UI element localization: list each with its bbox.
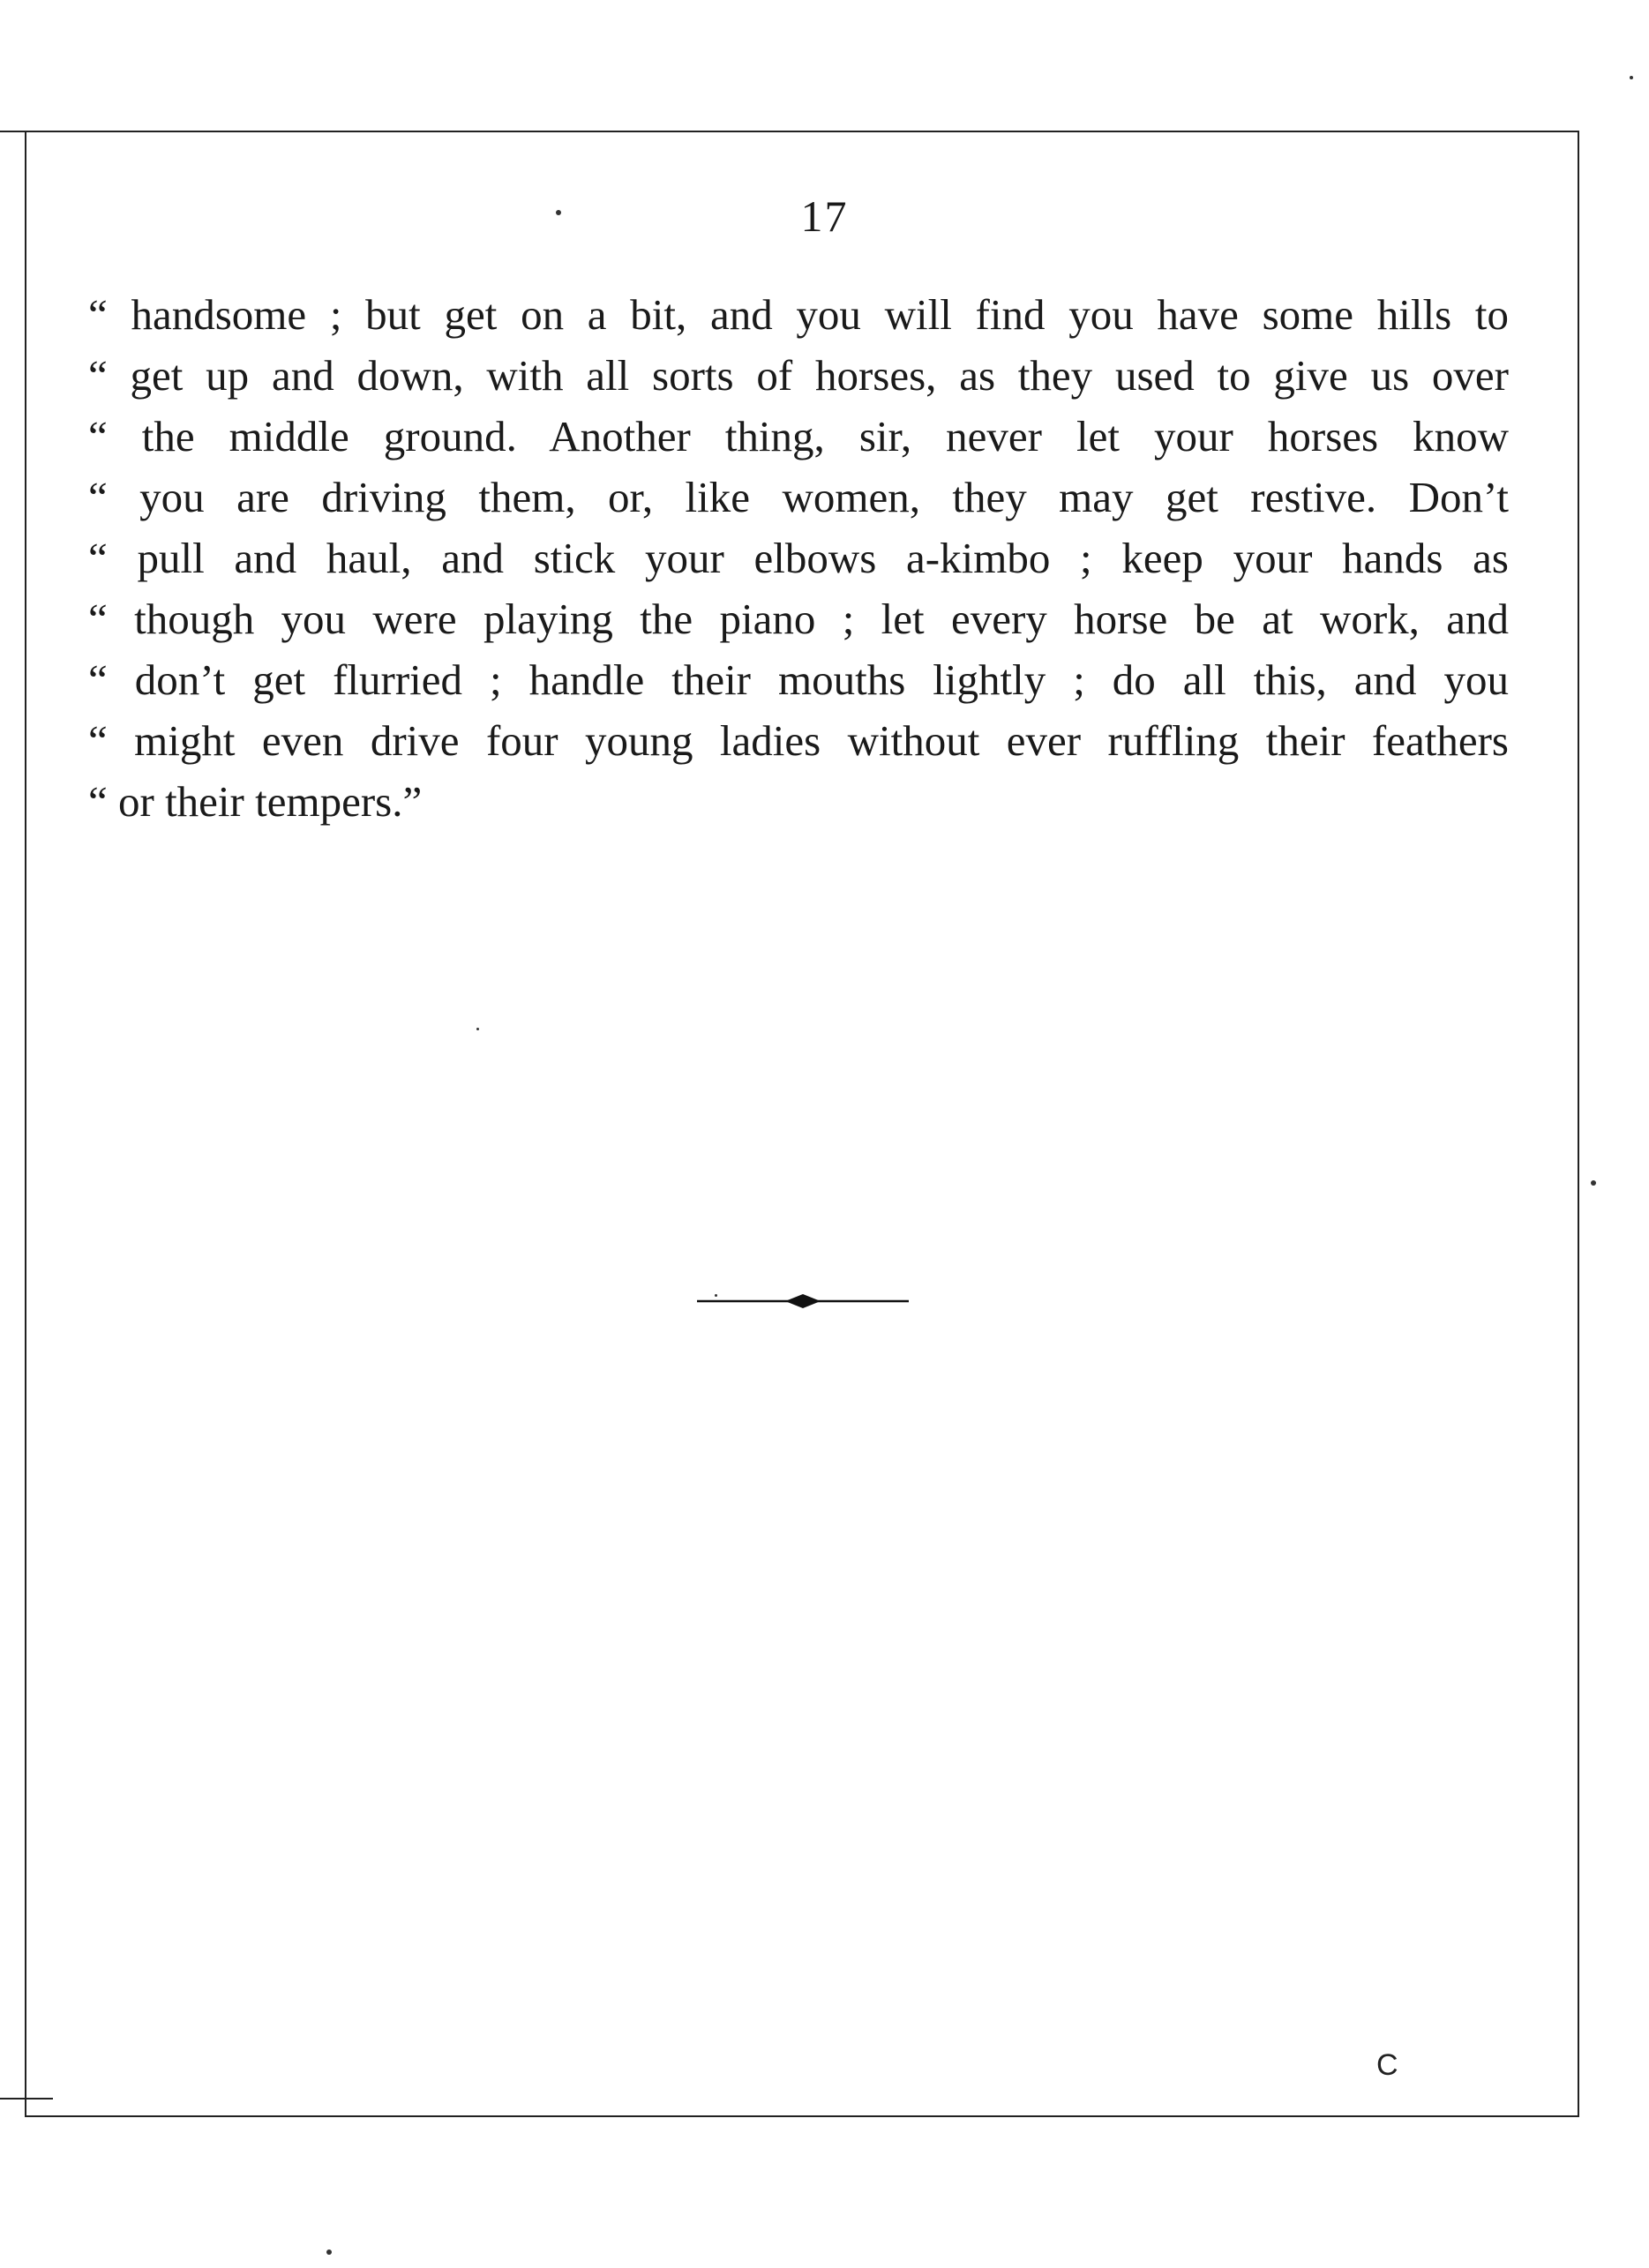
text-line: “ might even drive four young ladies without ever ruffling their feathers <box>88 716 1509 765</box>
text-line: “ though you were playing the piano ; let every horse be at work, and <box>88 595 1509 643</box>
speck <box>556 210 561 215</box>
text-line: “ or their tempers.” <box>88 777 423 826</box>
text-line: “ get up and down, with all sorts of horses, as they used to give us over <box>88 351 1509 400</box>
page-number: 17 <box>800 191 849 241</box>
diamond-rule-icon <box>688 1288 918 1314</box>
body-text <box>88 284 1509 832</box>
signature-mark: C <box>1376 2048 1398 2082</box>
speck <box>1591 1180 1596 1186</box>
text-line: “ handsome ; but get on a bit, and you will find you have some hills to <box>88 290 1509 339</box>
border-overhang-bottom <box>0 2098 53 2100</box>
speck <box>326 2249 332 2255</box>
text-line: “ pull and haul, and stick your elbows a-kimbo ; keep your hands as <box>88 534 1509 582</box>
text-line: “ you are driving them, or, like women, they may get restive. Don’t <box>88 473 1509 521</box>
speck <box>476 1028 479 1030</box>
text-line: “ don’t get flurried ; handle their mouths lightly ; do all this, and you <box>88 655 1509 704</box>
border-overhang-top <box>0 131 26 132</box>
speck <box>715 1294 717 1297</box>
speck <box>1630 76 1633 79</box>
text-line: “ the middle ground. Another thing, sir, never let your horses know <box>88 412 1509 460</box>
